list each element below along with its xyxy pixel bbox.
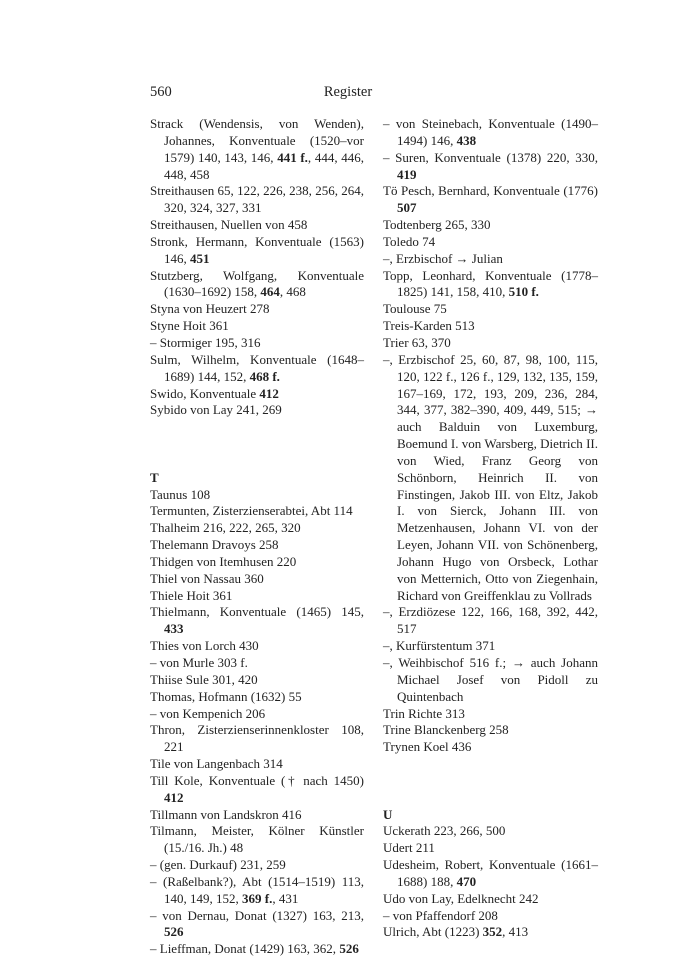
- entry-text: Till Kole, Konventuale († nach 1450): [150, 772, 364, 788]
- entry-text: Thies von Lorch 430: [150, 638, 259, 654]
- page-ref-bold: 419: [397, 166, 417, 182]
- index-entry: [150, 689, 364, 706]
- index-column-right: [383, 116, 598, 941]
- page-ref-bold: 369 f.: [242, 890, 273, 906]
- index-entry: [150, 908, 364, 942]
- entry-text: Streithausen 65, 122, 226, 238, 256, 264, 320, 324, 327, 331: [150, 183, 364, 216]
- index-entry: [383, 301, 598, 318]
- index-entry: [150, 402, 364, 419]
- entry-text: Trynen Koel 436: [383, 739, 472, 755]
- entry-text: Termunten, Zisterzienserabtei, Abt 114: [150, 503, 353, 519]
- entry-text: Todtenberg 265, 330: [383, 217, 491, 233]
- index-entry: [383, 352, 598, 605]
- entry-text: Thiel von Nassau 360: [150, 570, 264, 586]
- index-entry: [383, 739, 598, 756]
- index-entry: [150, 756, 364, 773]
- entry-text: Treis-Karden 513: [383, 318, 475, 334]
- page-ref-bold: 468 f.: [249, 368, 280, 384]
- entry-text: , 431: [272, 890, 299, 906]
- index-entry: [383, 183, 598, 217]
- entry-text: Tile von Langenbach 314: [150, 756, 283, 772]
- entry-text: Stutzberg, Wolfgang, Konventuale (1630–1692) 158,: [150, 267, 364, 300]
- entry-text: Thalheim 216, 222, 265, 320: [150, 520, 301, 536]
- index-entry: [150, 604, 364, 638]
- index-entry: [150, 268, 364, 302]
- index-entry: [150, 638, 364, 655]
- entry-text: Udo von Lay, Edelknecht 242: [383, 890, 539, 906]
- index-entry: [150, 672, 364, 689]
- index-entry: [150, 554, 364, 571]
- entry-text: Tö Pesch, Bernhard, Konventuale (1776): [383, 183, 598, 199]
- entry-text: Udesheim, Robert, Konventuale (1661–1688) 188,: [383, 857, 598, 889]
- index-entry: [150, 655, 364, 672]
- entry-text: –, Erzbischof → Julian: [383, 250, 503, 266]
- index-entry: [150, 706, 364, 723]
- index-entry: [383, 908, 598, 925]
- entry-text: Styne Hoit 361: [150, 318, 229, 334]
- entry-text: – von Murle 303 f.: [150, 654, 248, 670]
- entry-text: Udert 211: [383, 840, 435, 856]
- index-column-left: [150, 116, 364, 958]
- index-entry: [383, 823, 598, 840]
- index-entry: [150, 537, 364, 554]
- entry-text: –, Weihbischof 516 f.; → auch Johann Michael Josef von Pidoll zu Quintenbach: [383, 655, 598, 704]
- page-ref-bold: 433: [164, 621, 184, 637]
- page-ref-bold: 526: [339, 941, 359, 957]
- index-entry: [150, 588, 364, 605]
- index-entry: [150, 301, 364, 318]
- page-number: 560: [150, 84, 172, 100]
- index-entry: [150, 857, 364, 874]
- index-entry: [383, 217, 598, 234]
- entry-text: Taunus 108: [150, 486, 211, 502]
- entry-text: Swido, Konventuale: [150, 385, 260, 401]
- index-entry: [383, 857, 598, 891]
- page-ref-bold: 507: [397, 200, 417, 216]
- page-ref-bold: 352: [482, 924, 503, 940]
- entry-text: – Lieffman, Donat (1429) 163, 362,: [150, 941, 340, 957]
- entry-text: Topp, Leonhard, Konventuale (1778–1825) 141, 158, 410,: [383, 267, 598, 300]
- index-entry: [150, 941, 364, 958]
- index-entry: [383, 234, 598, 251]
- index-entry: [150, 487, 364, 504]
- entry-text: Thidgen von Itemhusen 220: [150, 553, 297, 569]
- entry-text: –, Kurfürstentum 371: [383, 638, 496, 654]
- entry-text: – Stormiger 195, 316: [150, 334, 261, 350]
- index-entry: [383, 722, 598, 739]
- page-ref-bold: 438: [456, 132, 477, 148]
- entry-text: , 413: [502, 924, 529, 940]
- section-gap: [383, 756, 598, 807]
- section-gap: [150, 419, 364, 470]
- running-head: Register: [323, 84, 373, 100]
- entry-text: Thomas, Hofmann (1632) 55: [150, 688, 302, 704]
- entry-text: Sybido von Lay 241, 269: [150, 402, 282, 418]
- page-ref-bold: 441 f.: [277, 149, 308, 165]
- entry-text: Styna von Heuzert 278: [150, 301, 270, 317]
- entry-text: Tilmann, Meister, Kölner Künstler (15./16. Jh.) 48: [150, 823, 364, 856]
- index-entry: [150, 183, 364, 217]
- index-entry: [150, 352, 364, 386]
- section-letter: T: [150, 469, 159, 485]
- index-entry: [150, 503, 364, 520]
- index-entry: [383, 638, 598, 655]
- entry-text: – von Kempenich 206: [150, 705, 266, 721]
- index-entry: [150, 823, 364, 857]
- entry-text: Streithausen, Nuellen von 458: [150, 217, 308, 233]
- index-entry: [150, 722, 364, 756]
- section-letter: U: [383, 806, 393, 822]
- index-entry: [150, 217, 364, 234]
- index-entry: [150, 318, 364, 335]
- entry-text: Trine Blanckenberg 258: [383, 722, 509, 738]
- index-entry: [383, 318, 598, 335]
- page-ref-bold: 412: [164, 789, 184, 805]
- entry-text: , 468: [279, 284, 306, 300]
- entry-text: – von Pfaffendorf 208: [383, 907, 498, 923]
- entry-text: – (Raßelbank?), Abt (1514–1519) 113, 140, 149, 152,: [150, 873, 364, 906]
- entry-text: Tillmann von Landskron 416: [150, 806, 302, 822]
- entry-text: – (gen. Durkauf) 231, 259: [150, 857, 286, 873]
- entry-text: Thielmann, Konventuale (1465) 145,: [150, 604, 364, 620]
- index-entry: [150, 520, 364, 537]
- page-ref-bold: 412: [259, 385, 279, 401]
- page-ref-bold: 510 f.: [508, 284, 539, 300]
- index-entry: [383, 251, 598, 268]
- entry-text: Thelemann Dravoys 258: [150, 537, 279, 553]
- index-entry: [150, 386, 364, 403]
- entry-text: – von Steinebach, Konventuale (1490–1494) 146,: [383, 116, 598, 148]
- index-entry: [383, 840, 598, 857]
- entry-text: Ulrich, Abt (1223): [383, 924, 483, 940]
- index-entry: [383, 706, 598, 723]
- entry-text: Toulouse 75: [383, 301, 447, 317]
- entry-text: –, Erzdiözese 122, 166, 168, 392, 442, 517: [383, 604, 598, 637]
- entry-text: Trier 63, 370: [383, 334, 451, 350]
- page-ref-bold: 451: [190, 250, 210, 266]
- entry-text: , 444, 446, 448, 458: [164, 149, 364, 182]
- page-ref-bold: 464: [260, 284, 280, 300]
- index-entry: [150, 874, 364, 908]
- entry-text: – von Dernau, Donat (1327) 163, 213,: [150, 907, 364, 923]
- index-entry: [383, 335, 598, 352]
- index-entry: [383, 891, 598, 908]
- entry-text: Thiise Sule 301, 420: [150, 671, 258, 687]
- index-entry: [150, 807, 364, 824]
- entry-text: Uckerath 223, 266, 500: [383, 823, 506, 839]
- entry-text: Thron, Zisterzienserinnenkloster 108, 221: [150, 722, 364, 755]
- page-ref-bold: 526: [164, 924, 184, 940]
- index-entry: [383, 655, 598, 706]
- index-entry: [150, 335, 364, 352]
- entry-text: Trin Richte 313: [383, 705, 465, 721]
- index-entry: [383, 116, 598, 150]
- entry-text: – Suren, Konventuale (1378) 220, 330,: [383, 149, 598, 165]
- index-entry: [383, 604, 598, 638]
- index-entry: [383, 150, 598, 184]
- entry-text: Stronk, Hermann, Konventuale (1563) 146,: [150, 233, 364, 266]
- entry-text: Toledo 74: [383, 233, 436, 249]
- index-entry: [150, 234, 364, 268]
- index-entry: [383, 268, 598, 302]
- entry-text: –, Erzbischof 25, 60, 87, 98, 100, 115, 120, 122 f., 126 f., 129, 132, 135, 159, 167–169, 172, 193, 209, 236, 284, 344, 377, 382–390, 409, 449, 515; → auch Balduin von Luxemburg, Boemund I. von Warsberg, Dietrich II. von Wied, Franz Georg von Schönborn, Heinrich II. von Finstingen, Jakob III. von Eltz, Jakob I. von Sierck, Johann III. von Metzenhausen, Johann VI. von der Leyen, Johann VII. von Schönenberg, Johann Hugo von Orsbeck, Lothar von Metternich, Otto von Ziegenhain, Richard von Greiffenklau zu Vollrads: [383, 351, 598, 603]
- page-ref-bold: 470: [456, 873, 477, 889]
- index-entry: [383, 924, 598, 941]
- index-entry: [150, 773, 364, 807]
- entry-text: Thiele Hoit 361: [150, 587, 233, 603]
- index-entry: [150, 571, 364, 588]
- entry-text: Strack (Wendensis, von Wenden), Johannes, Konventuale (1520–vor 1579) 140, 143, 146,: [150, 116, 364, 165]
- index-entry: [150, 116, 364, 183]
- entry-text: Sulm, Wilhelm, Konventuale (1648–1689) 144, 152,: [150, 351, 364, 384]
